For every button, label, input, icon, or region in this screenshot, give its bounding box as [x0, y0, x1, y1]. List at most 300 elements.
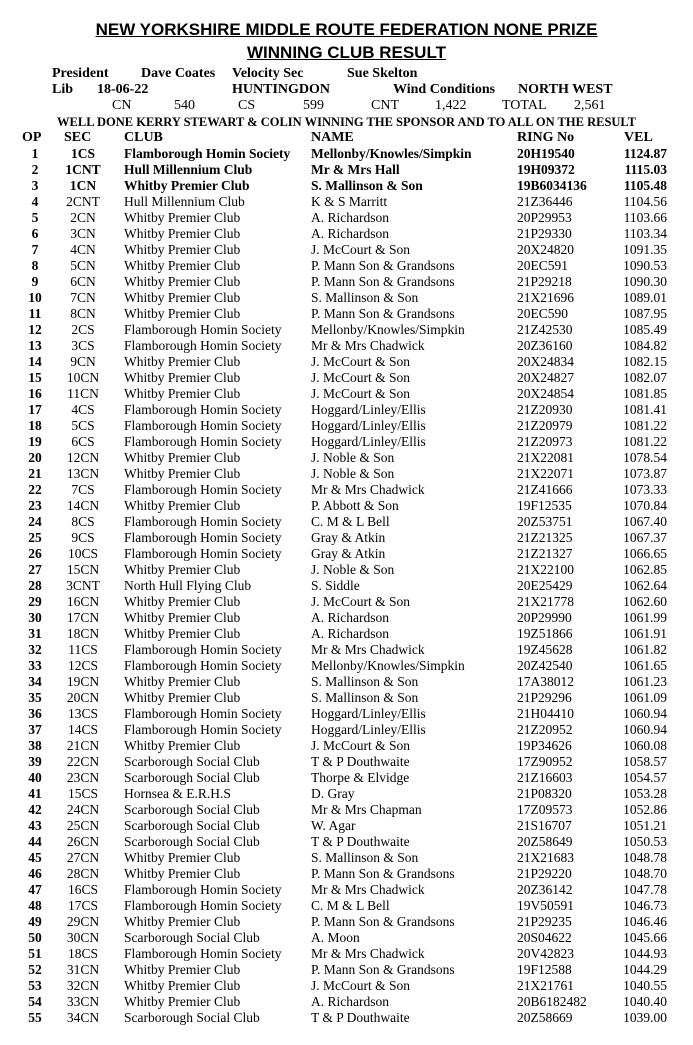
row-name: S. Mallinson & Son	[311, 850, 419, 865]
row-sec: 12CN	[66, 450, 100, 465]
row-name: Mr & Mrs Chadwick	[311, 882, 425, 897]
row-velocity: 1050.53	[623, 834, 667, 849]
row-club: Whitby Premier Club	[124, 178, 250, 193]
row-club: Flamborough Homin Society	[124, 946, 282, 961]
row-club: Whitby Premier Club	[124, 242, 241, 257]
row-velocity: 1061.09	[623, 690, 667, 705]
row-velocity: 1061.23	[623, 674, 667, 689]
table-row	[0, 226, 693, 242]
row-name: J. Noble & Son	[311, 466, 395, 481]
row-club: Scarborough Social Club	[124, 754, 260, 769]
row-name: J. McCourt & Son	[311, 242, 411, 257]
row-op: 2	[31, 162, 39, 177]
row-name: Gray & Atkin	[311, 546, 386, 561]
row-name: J. McCourt & Son	[311, 594, 411, 609]
row-op: 32	[28, 642, 42, 657]
row-club: North Hull Flying Club	[124, 578, 252, 593]
row-velocity: 1081.41	[623, 402, 667, 417]
row-ring-no: 21Z20930	[517, 402, 573, 417]
row-sec: 12CS	[67, 658, 98, 673]
cn-value: 540	[174, 98, 195, 113]
table-row	[0, 322, 693, 338]
table-row	[0, 594, 693, 610]
row-velocity: 1081.22	[623, 418, 667, 433]
row-club: Whitby Premier Club	[124, 962, 241, 977]
row-ring-no: 19P34626	[517, 738, 572, 753]
row-ring-no: 21S16707	[517, 818, 572, 833]
row-name: A. Richardson	[311, 610, 389, 625]
table-row	[0, 802, 693, 818]
row-sec: 24CN	[66, 802, 100, 817]
row-name: Mellonby/Knowles/Simpkin	[311, 658, 465, 673]
row-op: 54	[28, 994, 42, 1009]
row-ring-no: 21H04410	[517, 706, 574, 721]
row-sec: 2CNT	[66, 194, 100, 209]
row-club: Flamborough Homin Society	[124, 418, 282, 433]
row-ring-no: 21Z21325	[517, 530, 573, 545]
row-sec: 3CS	[71, 338, 95, 353]
table-row	[0, 306, 693, 322]
row-club: Flamborough Homin Society	[124, 642, 282, 657]
row-sec: 3CN	[70, 226, 96, 241]
row-velocity: 1060.08	[623, 738, 667, 753]
row-ring-no: 20EC591	[517, 258, 569, 273]
row-name: S. Mallinson & Son	[311, 674, 419, 689]
row-op: 42	[28, 802, 42, 817]
row-ring-no: 19H09372	[517, 162, 575, 177]
row-sec: 34CN	[66, 1010, 100, 1025]
row-name: J. McCourt & Son	[311, 370, 411, 385]
row-name: K & S Marritt	[311, 194, 388, 209]
row-name: Hoggard/Linley/Ellis	[311, 418, 426, 433]
row-velocity: 1081.22	[623, 434, 667, 449]
row-club: Whitby Premier Club	[124, 258, 241, 273]
row-op: 21	[28, 466, 42, 481]
row-ring-no: 17Z90952	[517, 754, 573, 769]
row-velocity: 1045.66	[623, 930, 667, 945]
table-row	[0, 498, 693, 514]
row-ring-no: 20P29953	[517, 210, 572, 225]
row-club: Whitby Premier Club	[124, 914, 241, 929]
row-op: 3	[31, 178, 39, 193]
row-op: 14	[28, 354, 42, 369]
row-velocity: 1040.40	[623, 994, 667, 1009]
row-op: 4	[31, 194, 39, 209]
row-club: Whitby Premier Club	[124, 354, 241, 369]
row-ring-no: 19Z51866	[517, 626, 573, 641]
row-club: Whitby Premier Club	[124, 210, 241, 225]
row-club: Flamborough Homin Society	[124, 434, 282, 449]
row-op: 46	[28, 866, 42, 881]
row-ring-no: 20V42823	[517, 946, 574, 961]
row-op: 36	[28, 706, 42, 721]
row-name: Hoggard/Linley/Ellis	[311, 722, 426, 737]
row-sec: 1CS	[70, 146, 95, 161]
row-ring-no: 21P29218	[517, 274, 572, 289]
row-op: 10	[28, 290, 42, 305]
row-velocity: 1046.46	[623, 914, 667, 929]
row-name: Gray & Atkin	[311, 530, 386, 545]
row-name: P. Abbott & Son	[311, 498, 399, 513]
row-sec: 5CS	[71, 418, 95, 433]
row-op: 26	[28, 546, 42, 561]
table-row	[0, 754, 693, 770]
row-sec: 22CN	[66, 754, 100, 769]
row-name: S. Mallinson & Son	[311, 290, 419, 305]
row-velocity: 1089.01	[623, 290, 667, 305]
row-op: 18	[28, 418, 42, 433]
row-ring-no: 20Z42540	[517, 658, 573, 673]
row-ring-no: 20H19540	[517, 146, 575, 161]
row-name: Hoggard/Linley/Ellis	[311, 706, 426, 721]
row-velocity: 1103.66	[623, 210, 667, 225]
header-op: OP	[22, 130, 42, 145]
row-club: Hull Millennium Club	[124, 162, 253, 177]
row-club: Whitby Premier Club	[124, 978, 241, 993]
row-name: S. Mallinson & Son	[311, 690, 419, 705]
row-op: 55	[28, 1010, 42, 1025]
row-velocity: 1084.82	[623, 338, 667, 353]
row-op: 20	[28, 450, 42, 465]
cn-label: CN	[112, 98, 132, 113]
row-name: A. Moon	[311, 930, 360, 945]
row-velocity: 1039.00	[623, 1010, 667, 1025]
row-op: 47	[28, 882, 42, 897]
row-op: 9	[31, 274, 39, 289]
row-velocity: 1085.49	[623, 322, 667, 337]
table-row	[0, 354, 693, 370]
cnt-value: 1,422	[435, 98, 467, 113]
row-name: S. Siddle	[311, 578, 360, 593]
row-ring-no: 20X24820	[517, 242, 574, 257]
table-row	[0, 530, 693, 546]
row-sec: 1CN	[69, 178, 97, 193]
row-name: Thorpe & Elvidge	[311, 770, 410, 785]
row-velocity: 1078.54	[623, 450, 667, 465]
row-club: Whitby Premier Club	[124, 690, 241, 705]
row-sec: 16CN	[66, 594, 100, 609]
row-velocity: 1058.57	[623, 754, 667, 769]
row-ring-no: 21P29296	[517, 690, 572, 705]
row-sec: 7CS	[71, 482, 95, 497]
row-name: A. Richardson	[311, 210, 389, 225]
president-label: President	[52, 66, 109, 81]
table-row	[0, 146, 693, 162]
row-sec: 17CN	[66, 610, 100, 625]
row-club: Flamborough Homin Society	[124, 546, 282, 561]
row-name: T & P Douthwaite	[311, 834, 410, 849]
header-name: NAME	[311, 130, 354, 145]
table-row	[0, 866, 693, 882]
row-name: P. Mann Son & Grandsons	[311, 274, 455, 289]
table-row	[0, 930, 693, 946]
row-club: Whitby Premier Club	[124, 386, 241, 401]
header-sec: SEC	[64, 130, 92, 145]
row-club: Scarborough Social Club	[124, 1010, 260, 1025]
row-sec: 11CN	[67, 386, 99, 401]
row-club: Whitby Premier Club	[124, 226, 241, 241]
row-sec: 18CN	[66, 626, 100, 641]
congratulations-message: WELL DONE KERRY STEWART & COLIN WINNING THE SPONSOR AND TO ALL ON THE RESULT	[57, 115, 636, 129]
row-sec: 8CN	[70, 306, 96, 321]
row-op: 25	[28, 530, 42, 545]
row-op: 23	[28, 498, 42, 513]
row-ring-no: 20S04622	[517, 930, 572, 945]
table-row	[0, 946, 693, 962]
row-velocity: 1104.56	[623, 194, 667, 209]
row-sec: 17CS	[67, 898, 98, 913]
row-velocity: 1060.94	[623, 722, 667, 737]
row-club: Whitby Premier Club	[124, 850, 241, 865]
row-op: 49	[28, 914, 42, 929]
row-ring-no: 21X21778	[517, 594, 574, 609]
row-club: Whitby Premier Club	[124, 738, 241, 753]
row-velocity: 1061.91	[623, 626, 667, 641]
row-name: Mellonby/Knowles/Simpkin	[311, 322, 465, 337]
wind-label: Wind Conditions	[393, 82, 496, 97]
row-ring-no: 21X21683	[517, 850, 574, 865]
table-row	[0, 834, 693, 850]
row-name: Mr & Mrs Chapman	[311, 802, 422, 817]
row-velocity: 1046.73	[623, 898, 667, 913]
row-name: Mr & Mrs Chadwick	[311, 642, 425, 657]
row-sec: 21CN	[66, 738, 100, 753]
row-name: J. McCourt & Son	[311, 978, 411, 993]
table-row	[0, 562, 693, 578]
row-op: 51	[28, 946, 42, 961]
row-club: Flamborough Homin Society	[124, 882, 282, 897]
race-date: 18-06-22	[97, 82, 149, 97]
row-name: J. Noble & Son	[311, 562, 395, 577]
table-row	[0, 818, 693, 834]
table-row	[0, 994, 693, 1010]
row-sec: 18CS	[67, 946, 98, 961]
row-name: P. Mann Son & Grandsons	[311, 306, 455, 321]
row-ring-no: 21P29220	[517, 866, 572, 881]
row-name: W. Agar	[311, 818, 356, 833]
table-row	[0, 1010, 693, 1026]
table-row	[0, 610, 693, 626]
row-velocity: 1082.15	[623, 354, 667, 369]
row-sec: 11CS	[68, 642, 98, 657]
row-sec: 4CN	[70, 242, 96, 257]
row-ring-no: 21X22071	[517, 466, 574, 481]
row-sec: 13CS	[67, 706, 98, 721]
row-name: Mr & Mrs Chadwick	[311, 946, 425, 961]
row-velocity: 1044.93	[623, 946, 667, 961]
row-club: Hull Millennium Club	[124, 194, 245, 209]
cs-value: 599	[303, 98, 324, 113]
table-row	[0, 370, 693, 386]
row-name: C. M & L Bell	[311, 898, 390, 913]
table-row	[0, 402, 693, 418]
row-sec: 26CN	[66, 834, 100, 849]
row-op: 24	[28, 514, 42, 529]
row-ring-no: 20EC590	[517, 306, 569, 321]
row-op: 30	[28, 610, 42, 625]
row-name: C. M & L Bell	[311, 514, 390, 529]
row-op: 38	[28, 738, 42, 753]
row-op: 12	[28, 322, 42, 337]
row-sec: 14CS	[67, 722, 98, 737]
row-sec: 20CN	[66, 690, 100, 705]
row-name: P. Mann Son & Grandsons	[311, 962, 455, 977]
table-row	[0, 626, 693, 642]
row-ring-no: 20E25429	[517, 578, 573, 593]
row-ring-no: 21X22100	[517, 562, 574, 577]
row-club: Whitby Premier Club	[124, 594, 241, 609]
table-row	[0, 434, 693, 450]
row-name: D. Gray	[311, 786, 355, 801]
row-name: A. Richardson	[311, 994, 389, 1009]
row-velocity: 1051.21	[623, 818, 667, 833]
page-subtitle: WINNING CLUB RESULT	[247, 43, 446, 62]
row-club: Whitby Premier Club	[124, 290, 241, 305]
row-club: Scarborough Social Club	[124, 834, 260, 849]
row-name: T & P Douthwaite	[311, 754, 410, 769]
row-club: Flamborough Homin Society	[124, 482, 282, 497]
page-title: NEW YORKSHIRE MIDDLE ROUTE FEDERATION NONE PRIZE	[95, 20, 598, 39]
row-name: P. Mann Son & Grandsons	[311, 866, 455, 881]
table-row	[0, 466, 693, 482]
row-ring-no: 20Z58669	[517, 1010, 573, 1025]
row-sec: 2CS	[71, 322, 95, 337]
row-name: Mr & Mrs Chadwick	[311, 338, 425, 353]
table-row	[0, 674, 693, 690]
row-sec: 10CS	[67, 546, 98, 561]
row-ring-no: 21Z41666	[517, 482, 573, 497]
row-ring-no: 21X21696	[517, 290, 574, 305]
table-row	[0, 690, 693, 706]
row-ring-no: 19Z45628	[517, 642, 573, 657]
row-club: Whitby Premier Club	[124, 306, 241, 321]
row-sec: 1CNT	[65, 162, 101, 177]
row-ring-no: 21P29235	[517, 914, 572, 929]
total-value: 2,561	[574, 98, 606, 113]
row-club: Flamborough Homin Society	[124, 146, 291, 161]
row-velocity: 1067.37	[623, 530, 667, 545]
row-op: 5	[31, 210, 39, 225]
row-name: Mellonby/Knowles/Simpkin	[311, 146, 472, 161]
row-velocity: 1066.65	[623, 546, 667, 561]
row-op: 16	[28, 386, 42, 401]
row-ring-no: 21P29330	[517, 226, 572, 241]
row-club: Flamborough Homin Society	[124, 530, 282, 545]
row-op: 11	[28, 306, 42, 321]
row-op: 15	[28, 370, 42, 385]
row-ring-no: 19B6034136	[517, 178, 587, 193]
table-row	[0, 258, 693, 274]
row-ring-no: 21Z20952	[517, 722, 573, 737]
table-row	[0, 418, 693, 434]
row-club: Whitby Premier Club	[124, 674, 241, 689]
row-velocity: 1081.85	[623, 386, 667, 401]
row-velocity: 1103.34	[623, 226, 667, 241]
table-row	[0, 882, 693, 898]
row-sec: 6CS	[71, 434, 95, 449]
row-op: 48	[28, 898, 42, 913]
row-velocity: 1040.55	[623, 978, 667, 993]
row-velocity: 1060.94	[623, 706, 667, 721]
row-ring-no: 21X21761	[517, 978, 574, 993]
row-op: 28	[28, 578, 42, 593]
row-op: 19	[28, 434, 42, 449]
row-velocity: 1048.78	[623, 850, 667, 865]
row-op: 41	[28, 786, 42, 801]
row-sec: 8CS	[71, 514, 95, 529]
row-sec: 9CN	[70, 354, 96, 369]
header-vel: VEL	[624, 130, 653, 145]
row-sec: 19CN	[66, 674, 100, 689]
row-op: 43	[28, 818, 42, 833]
row-ring-no: 21Z36446	[517, 194, 573, 209]
row-ring-no: 17A38012	[517, 674, 574, 689]
row-ring-no: 21X22081	[517, 450, 574, 465]
row-sec: 29CN	[66, 914, 100, 929]
row-velocity: 1070.84	[623, 498, 667, 513]
row-op: 35	[28, 690, 42, 705]
row-club: Flamborough Homin Society	[124, 658, 282, 673]
row-ring-no: 19V50591	[517, 898, 574, 913]
row-sec: 33CN	[66, 994, 100, 1009]
row-sec: 16CS	[67, 882, 98, 897]
row-club: Whitby Premier Club	[124, 626, 241, 641]
row-velocity: 1062.64	[623, 578, 667, 593]
table-row	[0, 338, 693, 354]
row-name: P. Mann Son & Grandsons	[311, 914, 455, 929]
table-row	[0, 658, 693, 674]
row-club: Whitby Premier Club	[124, 274, 241, 289]
row-velocity: 1091.35	[623, 242, 667, 257]
cs-label: CS	[238, 98, 256, 113]
row-club: Whitby Premier Club	[124, 994, 241, 1009]
row-name: Hoggard/Linley/Ellis	[311, 402, 426, 417]
table-row	[0, 194, 693, 210]
row-club: Whitby Premier Club	[124, 866, 241, 881]
row-sec: 4CS	[71, 402, 95, 417]
row-ring-no: 21Z20979	[517, 418, 573, 433]
row-sec: 10CN	[66, 370, 100, 385]
row-sec: 27CN	[66, 850, 100, 865]
row-ring-no: 21Z21327	[517, 546, 573, 561]
row-club: Flamborough Homin Society	[124, 514, 282, 529]
row-ring-no: 20P29990	[517, 610, 572, 625]
row-velocity: 1090.30	[623, 274, 667, 289]
row-velocity: 1087.95	[623, 306, 667, 321]
table-row	[0, 290, 693, 306]
row-ring-no: 20X24827	[517, 370, 574, 385]
row-velocity: 1124.87	[623, 146, 667, 161]
row-name: P. Mann Son & Grandsons	[311, 258, 455, 273]
row-club: Whitby Premier Club	[124, 610, 241, 625]
table-row	[0, 274, 693, 290]
row-sec: 15CS	[67, 786, 98, 801]
row-op: 40	[28, 770, 42, 785]
row-club: Flamborough Homin Society	[124, 722, 282, 737]
row-op: 27	[28, 562, 42, 577]
row-sec: 23CN	[66, 770, 100, 785]
row-velocity: 1073.33	[623, 482, 667, 497]
row-velocity: 1062.60	[623, 594, 667, 609]
table-row	[0, 546, 693, 562]
row-name: J. Noble & Son	[311, 450, 395, 465]
row-ring-no: 20Z36160	[517, 338, 573, 353]
row-ring-no: 20Z53751	[517, 514, 573, 529]
row-op: 39	[28, 754, 42, 769]
row-op: 31	[28, 626, 42, 641]
row-velocity: 1048.70	[623, 866, 667, 881]
row-club: Flamborough Homin Society	[124, 322, 282, 337]
